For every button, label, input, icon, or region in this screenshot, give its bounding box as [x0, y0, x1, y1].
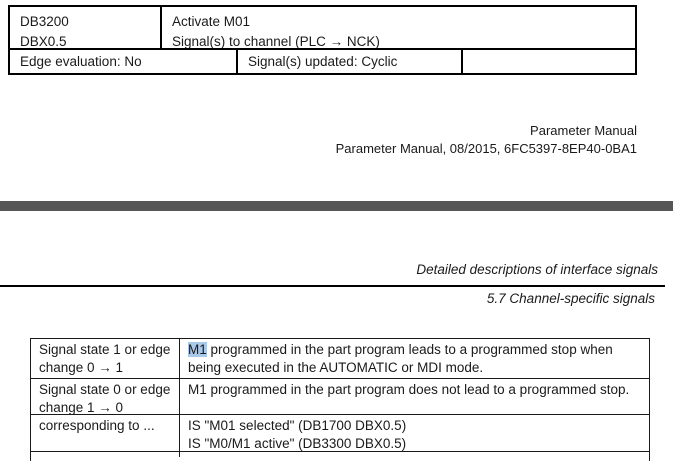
signal-address-cell [10, 7, 162, 48]
signal-address-table [8, 5, 637, 75]
value-line: IS "M0/M1 active" (DB3300 DBX0.5) [188, 436, 407, 451]
page-break-bar [0, 201, 673, 211]
label-cell: corresponding to ... [31, 415, 180, 451]
signals-updated-cell: Signal(s) updated: Cyclic [238, 50, 463, 75]
empty-cell [463, 50, 635, 75]
label-cell [31, 452, 180, 457]
value-cell: M1 programmed in the part program does not lead to a programmed stop. [188, 382, 630, 397]
signal-title: Activate M01 [172, 14, 251, 29]
section-heading: Detailed descriptions of interface signals [416, 262, 658, 277]
footer-manual-edition: Parameter Manual, 08/2015, 6FC5397-8EP40-0BA1 [335, 140, 637, 156]
search-highlight: M1 [188, 342, 207, 357]
db-number: DB3200 [20, 14, 69, 29]
table-row [31, 379, 649, 415]
value-text: programmed in the part program leads to a programmed stop when being executed in the AUTOMATIC or MDI mode. [188, 342, 613, 375]
subsection-heading: 5.7 Channel-specific signals [486, 291, 655, 306]
value-cell [180, 415, 649, 451]
label-cell: Signal state 0 or edge change 1 → 0 [31, 379, 180, 414]
signal-title-cell [162, 7, 635, 48]
signal-direction: Signal(s) to channel (PLC → NCK) [172, 34, 380, 48]
value-line: IS "M01 selected" (DB1700 DBX0.5) [188, 418, 407, 433]
dbx-bit: DBX0.5 [20, 34, 67, 48]
page-footer [336, 122, 637, 157]
table-row-partial [31, 452, 649, 457]
edge-evaluation-cell: Edge evaluation: No [10, 50, 238, 75]
value-cell [180, 339, 649, 378]
table-row [10, 50, 635, 75]
footer-manual-name: Parameter Manual [530, 123, 637, 138]
heading-rule [0, 285, 665, 287]
value-cell [180, 452, 649, 457]
signal-description-table [30, 338, 650, 461]
label-cell: Signal state 1 or edge change 0 → 1 [31, 339, 180, 378]
table-row [10, 7, 635, 50]
table-row [31, 339, 649, 379]
table-row [31, 415, 649, 452]
